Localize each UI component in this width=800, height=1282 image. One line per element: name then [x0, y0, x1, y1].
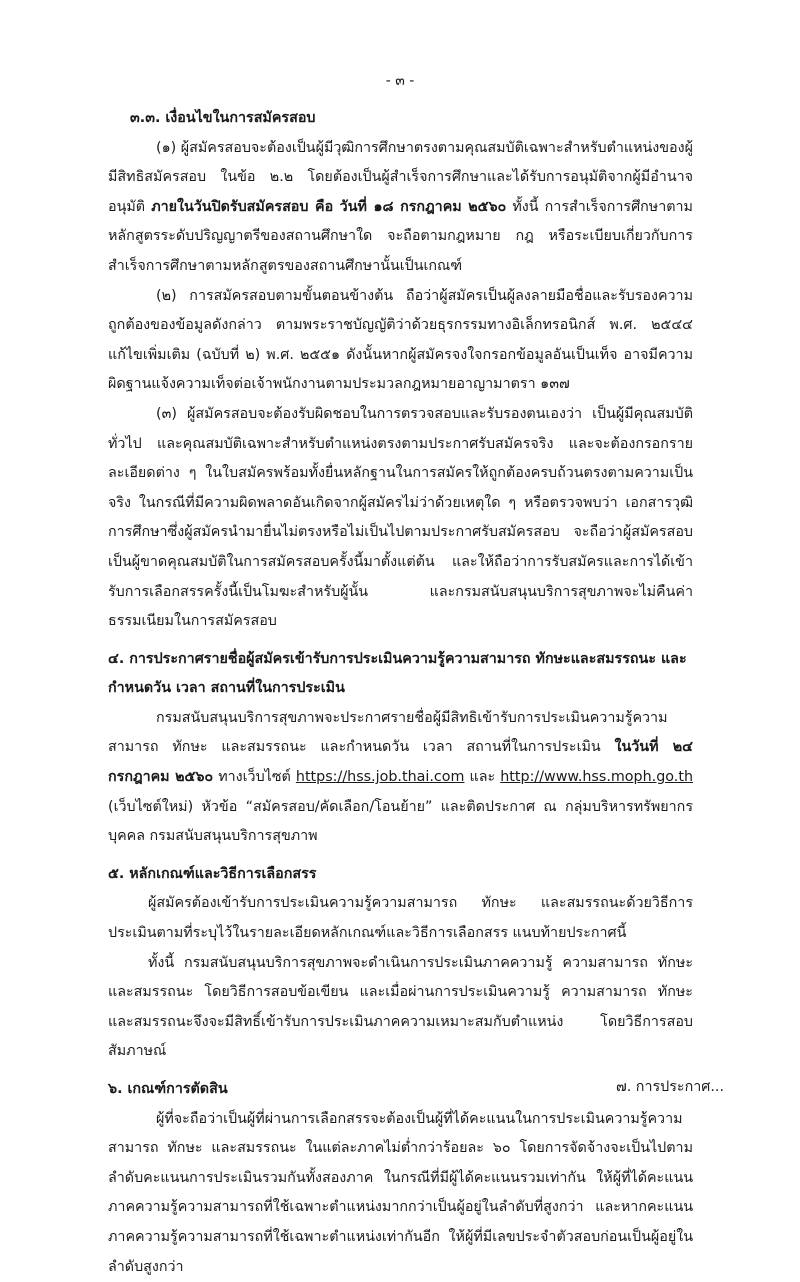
- section-5-heading: ๕. หลักเกณฑ์และวิธีการเลือกสรร: [108, 865, 317, 882]
- paragraph-text: และ: [464, 769, 501, 786]
- page-number: - ๓ -: [385, 73, 415, 89]
- document-body: [108, 104, 693, 1282]
- judgement-paragraph: ผู้ที่จะถือว่าเป็นผู้ที่ผ่านการเลือกสรรจะต้องเป็นผู้ที่ได้คะแนนในการประเมินความรู้ความสามารถ ทักษะ และสมรรถนะ ในแต่ละภาคไม่ต่ำกว่าร้อยละ ๖๐ โดยการจัดจ้างจะเป็นไปตามลำดับคะแนนการประเมินรวมกันทั้งสองภาค ในกรณีที่มีผู้ได้คะแนนรวมเท่ากัน ให้ผู้ที่ได้คะแนนภาคความรู้ความสามารถที่ใช้เฉพาะตำแหน่งมากกว่าเป็นผู้อยู่ในลำดับที่สูงกว่า และหากคะแนนภาคความรู้ความสามารถที่ใช้เฉพาะตำแหน่งเท่ากันอีก ให้ผู้ที่มีเลขประจำตัวสอบก่อนเป็นผู้อยู่ในลำดับสูงกว่า: [108, 1110, 693, 1275]
- paragraph-text: (๑) ผู้สมัครสอบจะต้องเป็นผู้มีวุฒิการศึกษาตรงตามคุณสมบัติเฉพาะสำหรับตำแหน่งของผู้มีสิทธิสมัครสอบ ในข้อ ๒.๒ โดยต้องเป็นผู้สำเร็จการศึกษาและได้รับการอนุมัติจากผู้มีอำนาจอนุมัติ: [108, 139, 693, 215]
- announcement-paragraph: [108, 704, 693, 852]
- closing-date-emphasis: ภายในวันปิดรับสมัครสอบ คือ วันที่ ๑๘ กรกฎาคม ๒๕๖๐: [151, 198, 507, 215]
- announcement-date-emphasis: ในวันที่ ๒๔ กรกฎาคม ๒๕๖๐: [108, 739, 693, 786]
- paragraph-text: ทางเว็บไซต์: [213, 769, 296, 786]
- website-link-job[interactable]: https://hss.job.thai.com: [295, 769, 465, 786]
- website-link-hss[interactable]: http://www.hss.moph.go.th: [500, 769, 693, 786]
- continuation-footer: ๗. การประกาศ...: [615, 1079, 724, 1095]
- paragraph-text: ทั้งนี้ การสำเร็จการศึกษาตามหลักสูตรระดับปริญญาตรีของสถานศึกษาใด จะถือตามกฎหมาย กฎ หรือระเบียบเกี่ยวกับการสำเร็จการศึกษาตามหลักสูตรของสถานศึกษานั้นเป็นเกณฑ์: [108, 198, 693, 274]
- paragraph-text: (เว็บไซต์ใหม่) หัวข้อ “สมัครสอบ/คัดเลือก/โอนย้าย” และติดประกาศ ณ กลุ่มบริหารทรัพยากรบุคคล กรมสนับสนุนบริการสุขภาพ: [108, 798, 693, 845]
- criteria-paragraph-1: ผู้สมัครต้องเข้ารับการประเมินความรู้ความสามารถ ทักษะ และสมรรถนะด้วยวิธีการประเมินตามที่ระบุไว้ในรายละเอียดหลักเกณฑ์และวิธีการเลือกสรร แนบท้ายประกาศนี้: [108, 895, 693, 942]
- section-6-heading: ๖. เกณฑ์การตัดสิน: [108, 1081, 228, 1097]
- section-4-heading: ๔. การประกาศรายชื่อผู้สมัครเข้ารับการประเมินความรู้ความสามารถ ทักษะและสมรรถนะ และกำหนดวัน เวลา สถานที่ในการประเมิน: [108, 650, 687, 697]
- condition-paragraph-2: (๒) การสมัครสอบตามขั้นตอนข้างต้น ถือว่าผู้สมัครเป็นผู้ลงลายมือชื่อและรับรองความถูกต้องของข้อมูลดังกล่าว ตามพระราชบัญญัติว่าด้วยธุรกรรมทางอิเล็กทรอนิกส์ พ.ศ. ๒๕๔๔ แก้ไขเพิ่มเติม (ฉบับที่ ๒) พ.ศ. ๒๕๕๑ ดังนั้นหากผู้สมัครจงใจกรอกข้อมูลอันเป็นเท็จ อาจมีความผิดฐานแจ้งความเท็จต่อเจ้าพนักงานตามประมวลกฎหมายอาญามาตรา ๑๓๗: [108, 287, 693, 393]
- criteria-paragraph-2: ทั้งนี้ กรมสนับสนุนบริการสุขภาพจะดำเนินการประเมินภาคความรู้ ความสามารถ ทักษะ และสมรรถนะ โดยวิธีการสอบข้อเขียน และเมื่อผ่านการประเมินความรู้ ความสามารถ ทักษะ และสมรรถนะจึงจะมีสิทธิ์เข้ารับการประเมินภาคความเหมาะสมกับตำแหน่ง โดยวิธีการสอบสัมภาษณ์: [108, 954, 693, 1060]
- condition-paragraph-1: [108, 134, 693, 282]
- section-3-3-heading: ๓.๓. เงื่อนไขในการสมัครสอบ: [130, 110, 316, 126]
- condition-paragraph-3: (๓) ผู้สมัครสอบจะต้องรับผิดชอบในการตรวจสอบและรับรองตนเองว่า เป็นผู้มีคุณสมบัติทั่วไป และคุณสมบัติเฉพาะสำหรับตำแหน่งตรงตามประกาศรับสมัครจริง และจะต้องกรอกรายละเอียดต่าง ๆ ในใบสมัครพร้อมทั้งยื่นหลักฐานในการสมัครให้ถูกต้องครบถ้วนตรงตามความเป็นจริง ในกรณีที่มีความผิดพลาดอันเกิดจากผู้สมัครไม่ว่าด้วยเหตุใด ๆ หรือตรวจพบว่า เอกสารวุฒิการศึกษาซึ่งผู้สมัครนำมายื่นไม่ตรงหรือไม่เป็นไปตามประกาศรับสมัครสอบ จะถือว่าผู้สมัครสอบเป็นผู้ขาดคุณสมบัติในการสมัครสอบครั้งนี้มาตั้งแต่ต้น และให้ถือว่าการรับสมัครและการได้เข้ารับการเลือกสรรครั้งนี้เป็นโมฆะสำหรับผู้นั้น และกรมสนับสนุนบริการสุขภาพจะไม่คืนค่าธรรมเนียมในการสมัครสอบ: [108, 405, 693, 630]
- paragraph-text: กรมสนับสนุนบริการสุขภาพจะประกาศรายชื่อผู้มีสิทธิเข้ารับการประเมินความรู้ความสามารถ ทักษะ และสมรรถนะ และกำหนดวัน เวลา สถานที่ในการประเมิน: [108, 709, 668, 756]
